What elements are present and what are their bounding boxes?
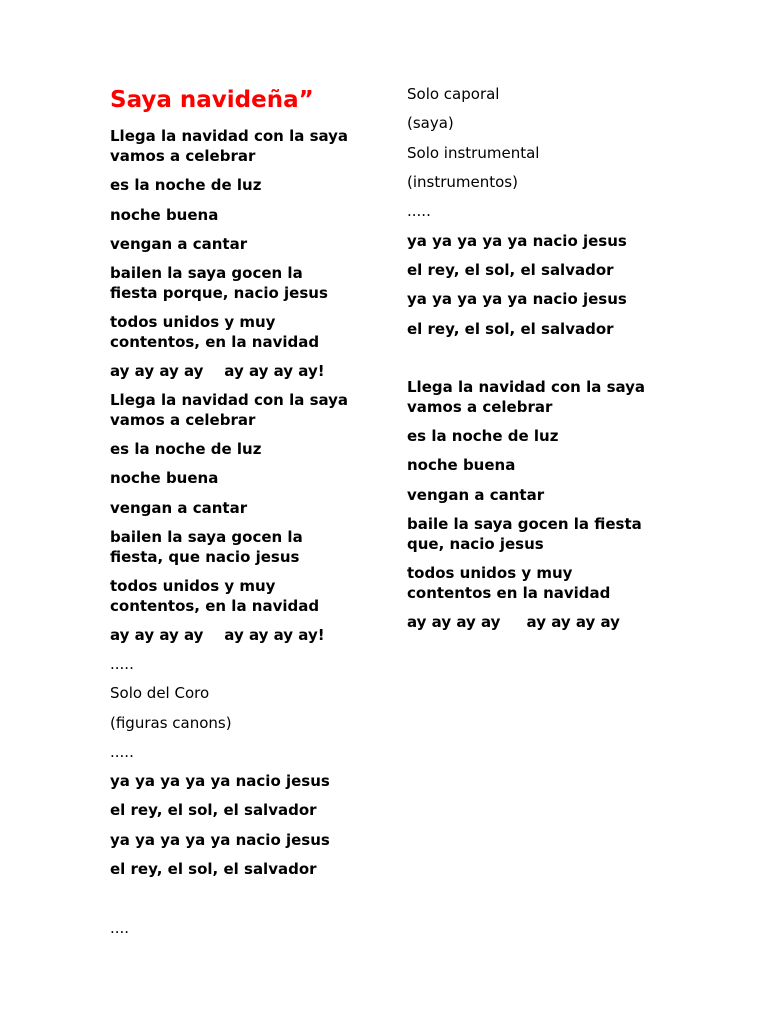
- left-lyric-line: ay ay ay ay ay ay ay ay!: [110, 362, 325, 380]
- left-lyric-line: (figuras canons): [110, 714, 232, 732]
- left-lyric-line: es la noche de luz: [110, 176, 262, 194]
- left-lyric-line: .....: [110, 743, 134, 761]
- left-lyric-line: noche buena: [110, 206, 219, 224]
- right-lyric-line: contentos en la navidad: [407, 584, 611, 602]
- left-lyric-line: todos unidos y muy: [110, 313, 276, 331]
- right-lyric-line: es la noche de luz: [407, 427, 559, 445]
- right-lyric-line: .....: [407, 202, 431, 220]
- left-lyric-line: .....: [110, 655, 134, 673]
- right-lyric-line: ya ya ya ya ya nacio jesus: [407, 290, 627, 308]
- left-lyric-line: Llega la navidad con la saya: [110, 127, 349, 145]
- right-lyric-line: (instrumentos): [407, 173, 518, 191]
- right-lyric-line: vamos a celebrar: [407, 398, 553, 416]
- left-lyric-line: ya ya ya ya ya nacio jesus: [110, 772, 330, 790]
- left-lyric-line: vengan a cantar: [110, 499, 248, 517]
- left-lyric-line: vamos a celebrar: [110, 411, 256, 429]
- left-lyric-line: fiesta, que nacio jesus: [110, 548, 300, 566]
- left-lyric-line: Llega la navidad con la saya: [110, 391, 349, 409]
- right-lyric-line: ay ay ay ay ay ay ay ay: [407, 613, 620, 631]
- right-lyric-line: Solo caporal: [407, 85, 500, 103]
- right-lyric-line: noche buena: [407, 456, 516, 474]
- song-title: Saya navideña”: [110, 87, 314, 113]
- left-lyric-line: noche buena: [110, 469, 219, 487]
- left-lyric-line: bailen la saya gocen la: [110, 528, 303, 546]
- left-lyric-line: todos unidos y muy: [110, 577, 276, 595]
- left-lyric-line: Solo del Coro: [110, 684, 210, 702]
- left-lyric-line: el rey, el sol, el salvador: [110, 860, 317, 878]
- left-lyric-line: bailen la saya gocen la: [110, 264, 303, 282]
- left-lyric-line: fiesta porque, nacio jesus: [110, 284, 328, 302]
- right-lyric-line: que, nacio jesus: [407, 535, 544, 553]
- left-lyric-line: es la noche de luz: [110, 440, 262, 458]
- left-lyric-line: vamos a celebrar: [110, 147, 256, 165]
- right-lyric-line: el rey, el sol, el salvador: [407, 261, 614, 279]
- left-lyric-line: contentos, en la navidad: [110, 333, 320, 351]
- left-lyric-line: ....: [110, 919, 130, 937]
- right-lyric-line: Solo instrumental: [407, 144, 540, 162]
- right-lyric-line: todos unidos y muy: [407, 564, 573, 582]
- right-lyric-line: Llega la navidad con la saya: [407, 378, 646, 396]
- left-lyric-line: ay ay ay ay ay ay ay ay!: [110, 626, 325, 644]
- right-lyric-line: ya ya ya ya ya nacio jesus: [407, 232, 627, 250]
- right-lyric-line: el rey, el sol, el salvador: [407, 320, 614, 338]
- right-lyric-line: (saya): [407, 114, 454, 132]
- right-lyric-line: baile la saya gocen la fiesta: [407, 515, 642, 533]
- left-lyric-line: vengan a cantar: [110, 235, 248, 253]
- left-lyric-line: el rey, el sol, el salvador: [110, 801, 317, 819]
- left-lyric-line: contentos, en la navidad: [110, 597, 320, 615]
- left-lyric-line: ya ya ya ya ya nacio jesus: [110, 831, 330, 849]
- right-lyric-line: vengan a cantar: [407, 486, 545, 504]
